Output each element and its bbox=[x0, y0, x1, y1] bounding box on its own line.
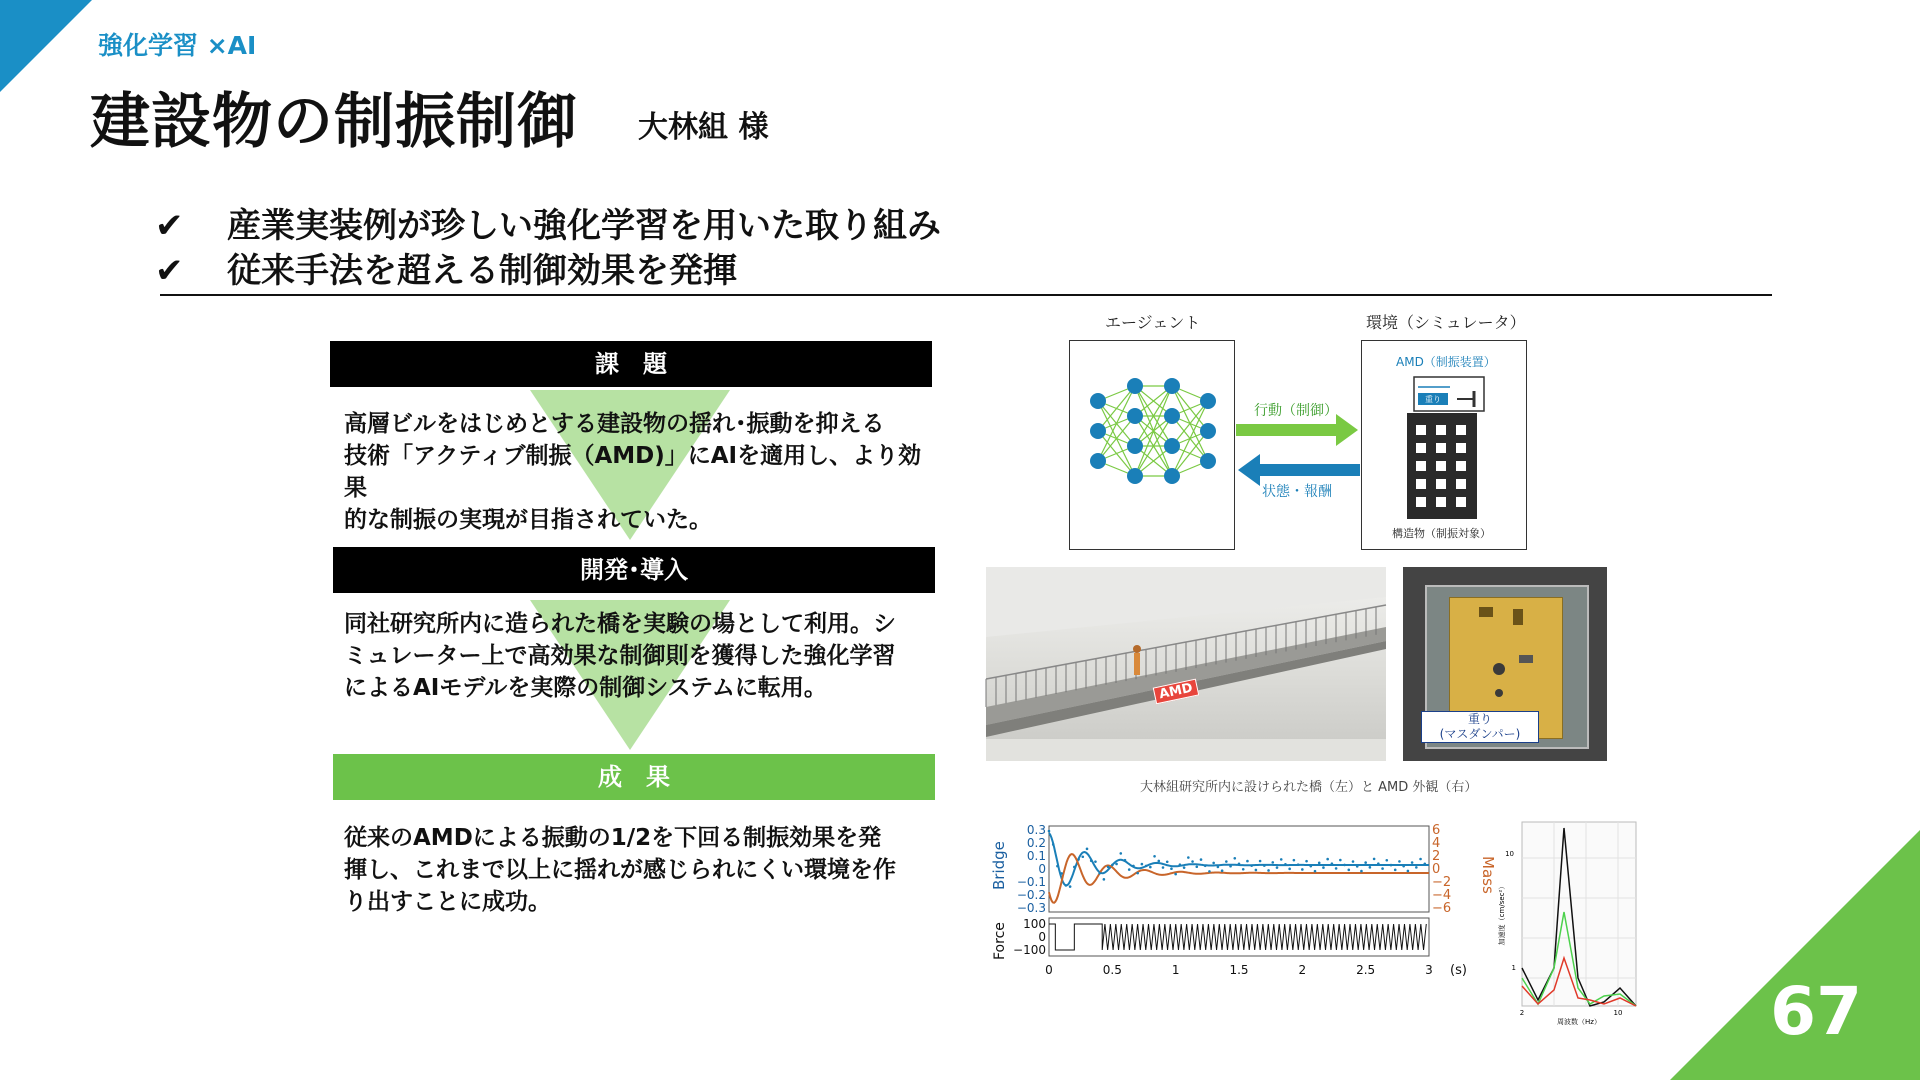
bridge-data-point bbox=[1081, 855, 1084, 858]
bridge-data-point bbox=[1343, 864, 1346, 867]
bridge-data-point bbox=[1352, 860, 1355, 863]
bridge-data-point bbox=[1174, 873, 1177, 876]
bridge-data-point bbox=[1373, 858, 1376, 861]
bridge-data-point bbox=[1255, 869, 1258, 872]
mass-damper-tag-line-2: (マスダンパー) bbox=[1439, 727, 1521, 741]
bridge-data-point bbox=[1128, 868, 1131, 871]
bridge-data-point bbox=[1069, 885, 1072, 888]
bridge-data-point bbox=[1200, 858, 1203, 861]
bridge-data-point bbox=[1267, 869, 1270, 872]
bullet-item-1 bbox=[155, 198, 941, 247]
page-title: 建設物の制振制御 bbox=[90, 87, 578, 157]
bridge-data-point bbox=[1233, 857, 1236, 860]
mass-tick-label: −4 bbox=[1432, 888, 1452, 903]
x-tick-label: 0 bbox=[1045, 963, 1053, 977]
bridge-data-point bbox=[1331, 862, 1334, 865]
weight-label: 重り bbox=[1425, 395, 1441, 404]
spectrum-y-label: 加速度（cm/sec²） bbox=[1498, 882, 1506, 946]
rl-arrows bbox=[1236, 412, 1360, 492]
amd-photo bbox=[1403, 567, 1607, 761]
mass-tick-label: 0 bbox=[1432, 862, 1441, 877]
bridge-data-point bbox=[1124, 859, 1127, 862]
bridge-tick-label: 0.2 bbox=[1026, 836, 1046, 850]
bridge-tick-label: −0.1 bbox=[1016, 875, 1046, 889]
bridge-data-point bbox=[1402, 865, 1405, 868]
nn-node bbox=[1090, 423, 1106, 439]
state-label: 状態・報酬 bbox=[1262, 484, 1332, 500]
force-series-line bbox=[1049, 924, 1426, 950]
bridge-data-point bbox=[1369, 866, 1372, 869]
bridge-data-point bbox=[1284, 863, 1287, 866]
nn-node bbox=[1200, 423, 1216, 439]
bridge-data-point bbox=[1056, 865, 1059, 868]
bridge-data-point bbox=[1048, 830, 1051, 833]
spectrum-x-tick-2: 10 bbox=[1613, 1009, 1623, 1017]
client-name: 大林組 様 bbox=[638, 110, 769, 145]
bridge-tick-label: 0 bbox=[1038, 862, 1046, 876]
issue-heading: 課 題 bbox=[330, 341, 932, 387]
nn-node bbox=[1164, 408, 1180, 424]
bridge-data-point bbox=[1305, 860, 1308, 863]
bridge-data-point bbox=[1179, 863, 1182, 866]
amd-tag: AMD bbox=[1153, 679, 1199, 705]
bridge-axis-label: Bridge bbox=[990, 841, 1008, 890]
bridge-data-point bbox=[1077, 858, 1080, 861]
corner-decoration-top-left bbox=[0, 0, 92, 92]
bridge-tick-label: 0.1 bbox=[1026, 849, 1046, 863]
mass-damper-tag bbox=[1421, 711, 1539, 743]
check-icon: ✔ bbox=[155, 206, 184, 246]
bridge-data-point bbox=[1415, 866, 1418, 869]
nn-node bbox=[1200, 453, 1216, 469]
bridge-data-point bbox=[1191, 860, 1194, 863]
bridge-data-point bbox=[1212, 862, 1215, 865]
force-tick-label: −100 bbox=[1013, 943, 1046, 957]
result-line-1: 従来のAMDによる振動の1/2を下回る制振効果を発 bbox=[344, 825, 882, 851]
spectrum-plot bbox=[1494, 818, 1644, 1028]
issue-line-2: 技術「アクティブ制振（AMD)」にAIを適用し、より効果 bbox=[344, 443, 922, 501]
bridge-data-point bbox=[1263, 864, 1266, 867]
dev-line-1: 同社研究所内に造られた橋を実験の場として利用。シ bbox=[344, 611, 896, 637]
bridge-data-point bbox=[1183, 866, 1186, 869]
result-heading: 成 果 bbox=[333, 754, 935, 800]
bridge-data-point bbox=[1339, 859, 1342, 862]
action-label: 行動（制御） bbox=[1254, 403, 1338, 419]
spectrum-x-label: 周波数（Hz） bbox=[1557, 1018, 1601, 1026]
bridge-data-point bbox=[1377, 862, 1380, 865]
force-tick-label: 0 bbox=[1038, 930, 1046, 944]
agent-label: エージェント bbox=[1105, 313, 1201, 332]
page-number: 67 bbox=[1770, 973, 1862, 1050]
bridge-data-point bbox=[1381, 867, 1384, 870]
bridge-data-point bbox=[1221, 869, 1224, 872]
bridge-photo bbox=[986, 567, 1386, 761]
dev-text bbox=[344, 608, 934, 704]
bridge-data-point bbox=[1423, 863, 1426, 866]
bridge-data-point bbox=[1132, 865, 1135, 868]
issue-line-1: 高層ビルをはじめとする建設物の揺れ･振動を抑える bbox=[344, 411, 885, 437]
nn-node bbox=[1090, 393, 1106, 409]
bridge-data-point bbox=[1119, 852, 1122, 855]
bridge-data-point bbox=[1204, 864, 1207, 867]
bridge-data-point bbox=[1242, 868, 1245, 871]
bridge-data-point bbox=[1115, 863, 1118, 866]
bridge-data-point bbox=[1259, 860, 1262, 863]
bullet-item-2 bbox=[155, 243, 737, 292]
bridge-data-point bbox=[1322, 866, 1325, 869]
bridge-data-point bbox=[1318, 862, 1321, 865]
mass-tick-label: 2 bbox=[1432, 849, 1441, 864]
bridge-tick-label: 0.3 bbox=[1026, 823, 1046, 837]
spectrum-y-tick: 10 bbox=[1505, 850, 1514, 858]
bridge-data-point bbox=[1090, 859, 1093, 862]
bridge-data-point bbox=[1335, 867, 1338, 870]
bridge-data-point bbox=[1411, 861, 1414, 864]
bridge-data-point bbox=[1360, 870, 1363, 873]
bridge-tick-label: −0.3 bbox=[1016, 901, 1046, 915]
amd-label: AMD（制振装置） bbox=[1396, 355, 1496, 369]
environment-box bbox=[1361, 340, 1527, 550]
bridge-data-point bbox=[1301, 868, 1304, 871]
bridge-data-point bbox=[1187, 856, 1190, 859]
dev-line-2: ミュレーター上で高効果な制御則を獲得した強化学習 bbox=[344, 643, 896, 669]
mass-tick-label: 6 bbox=[1432, 823, 1441, 838]
bridge-data-point bbox=[1246, 860, 1249, 863]
bridge-data-point bbox=[1107, 866, 1110, 869]
result-text bbox=[344, 822, 934, 918]
x-tick-label: 2.5 bbox=[1356, 963, 1376, 977]
mass-series-line bbox=[1049, 854, 1429, 903]
bridge-data-point bbox=[1065, 884, 1068, 887]
bridge-data-point bbox=[1153, 855, 1156, 858]
bridge-data-point bbox=[1314, 870, 1317, 873]
bridge-data-point bbox=[1086, 848, 1089, 851]
neural-network-icon bbox=[1070, 341, 1234, 549]
bridge-data-point bbox=[1157, 860, 1160, 863]
x-tick-label: 0.5 bbox=[1102, 963, 1122, 977]
nn-node bbox=[1164, 438, 1180, 454]
bridge-data-point bbox=[1149, 866, 1152, 869]
bridge-data-point bbox=[1276, 866, 1279, 869]
mass-damper-tag-line-1: 重り bbox=[1467, 712, 1492, 726]
bridge-data-point bbox=[1280, 858, 1283, 861]
mass-tick-label: −2 bbox=[1432, 875, 1452, 890]
bridge-data-point bbox=[1136, 872, 1139, 875]
agent-box bbox=[1069, 340, 1235, 550]
dev-line-3: によるAIモデルを実際の制御システムに転用。 bbox=[344, 675, 827, 701]
bridge-data-point bbox=[1419, 858, 1422, 861]
photo-caption: 大林組研究所内に設けられた橋（左）と AMD 外観（右） bbox=[1140, 780, 1478, 795]
bridge-data-point bbox=[1293, 859, 1296, 862]
bridge-data-point bbox=[1217, 866, 1220, 869]
bridge-data-point bbox=[1385, 859, 1388, 862]
bridge-data-point bbox=[1166, 861, 1169, 864]
bridge-data-point bbox=[1309, 865, 1312, 868]
bridge-data-point bbox=[1170, 867, 1173, 870]
result-line-2: 揮し、これまで以上に揺れが感じられにくい環境を作 bbox=[344, 857, 896, 883]
nn-node bbox=[1164, 468, 1180, 484]
bridge-tick-label: −0.2 bbox=[1016, 888, 1046, 902]
nn-node bbox=[1164, 378, 1180, 394]
bridge-data-point bbox=[1390, 864, 1393, 867]
bridge-data-point bbox=[1098, 872, 1101, 875]
bridge-data-point bbox=[1407, 870, 1410, 873]
bridge-data-point bbox=[1398, 860, 1401, 863]
bridge-data-point bbox=[1288, 868, 1291, 871]
issue-text bbox=[344, 408, 934, 536]
force-axis-label: Force bbox=[992, 922, 1008, 960]
nn-node bbox=[1200, 393, 1216, 409]
bridge-data-point bbox=[1394, 869, 1397, 872]
bridge-data-point bbox=[1141, 863, 1144, 866]
category-tag: 強化学習 ×AI bbox=[98, 31, 257, 60]
structure-label: 構造物（制振対象） bbox=[1392, 527, 1491, 540]
mass-axis-label: Mass bbox=[1479, 856, 1497, 894]
mass-tick-label: 4 bbox=[1432, 836, 1441, 851]
bridge-data-point bbox=[1060, 872, 1063, 875]
env-label: 環境（シミュレータ） bbox=[1366, 313, 1526, 332]
dev-heading: 開発･導入 bbox=[333, 547, 935, 593]
building-icon bbox=[1362, 341, 1526, 549]
bridge-data-point bbox=[1229, 865, 1232, 868]
bridge-data-point bbox=[1195, 865, 1198, 868]
bridge-data-point bbox=[1356, 865, 1359, 868]
bridge-data-point bbox=[1162, 866, 1165, 869]
check-icon: ✔ bbox=[155, 251, 184, 291]
issue-line-3: 的な制振の実現が目指されていた。 bbox=[344, 507, 712, 533]
x-tick-label: 2 bbox=[1298, 963, 1307, 977]
bridge-data-point bbox=[1347, 869, 1350, 872]
divider bbox=[160, 294, 1772, 296]
bridge-data-point bbox=[1326, 858, 1329, 861]
response-plot bbox=[986, 818, 1497, 983]
force-tick-label: 100 bbox=[1023, 917, 1046, 931]
bridge-series-line bbox=[1049, 833, 1429, 885]
bridge-data-point bbox=[1225, 860, 1228, 863]
nn-node bbox=[1090, 453, 1106, 469]
bridge-data-point bbox=[1238, 863, 1241, 866]
spectrum-x-tick-1: 2 bbox=[1519, 1009, 1525, 1017]
result-line-3: り出すことに成功。 bbox=[344, 889, 551, 915]
x-tick-label: 1 bbox=[1171, 963, 1180, 977]
nn-node bbox=[1127, 378, 1143, 394]
bridge-data-point bbox=[1145, 865, 1148, 868]
bridge-data-point bbox=[1094, 860, 1097, 863]
bridge-data-point bbox=[1297, 863, 1300, 866]
nn-node bbox=[1127, 438, 1143, 454]
bridge-data-point bbox=[1111, 864, 1114, 867]
x-unit-label: (s) bbox=[1450, 963, 1467, 978]
nn-node bbox=[1127, 408, 1143, 424]
bullet-text-1: 産業実装例が珍しい強化学習を用いた取り組み bbox=[227, 206, 941, 246]
bridge-data-point bbox=[1364, 861, 1367, 864]
mass-tick-label: −6 bbox=[1432, 901, 1452, 916]
bridge-data-point bbox=[1103, 878, 1106, 881]
x-tick-label: 1.5 bbox=[1229, 963, 1249, 977]
x-tick-label: 3 bbox=[1425, 963, 1433, 977]
bridge-data-point bbox=[1052, 843, 1055, 846]
bridge-data-point bbox=[1208, 870, 1211, 873]
spectrum-y-tick-low: 1 bbox=[1511, 964, 1516, 972]
bridge-data-point bbox=[1271, 861, 1274, 864]
bullet-text-2: 従来手法を超える制御効果を発揮 bbox=[227, 251, 737, 291]
nn-node bbox=[1127, 468, 1143, 484]
bridge-data-point bbox=[1073, 866, 1076, 869]
bridge-data-point bbox=[1250, 864, 1253, 867]
